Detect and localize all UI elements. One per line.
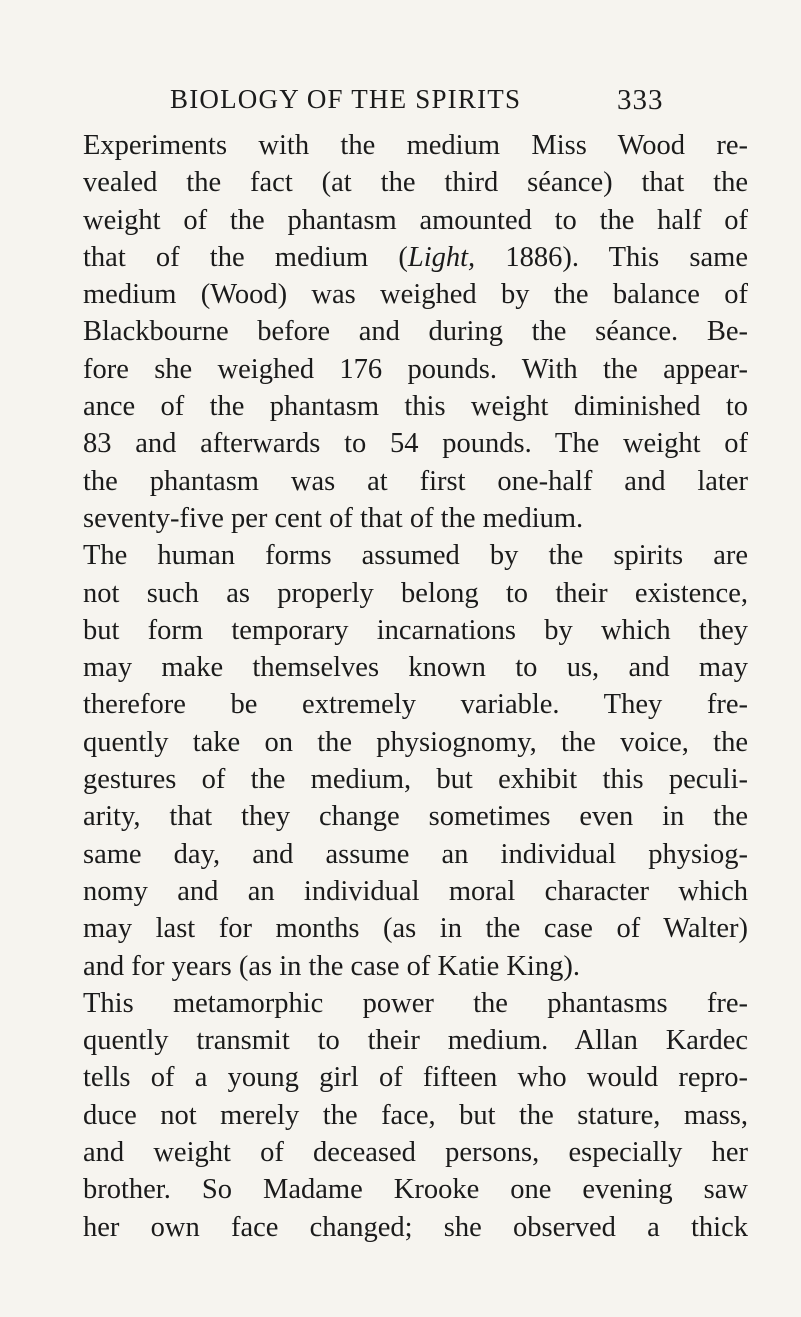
- text-line: Blackbourne before and during the séance. Be-: [83, 316, 748, 348]
- text-span: that of the medium (: [83, 241, 408, 273]
- text-line: nomy and an individual moral character which: [83, 875, 748, 907]
- text-line: but form temporary incarnations by which they: [83, 614, 748, 646]
- text-line: 83 and afterwards to 54 pounds. The weight of: [83, 428, 748, 460]
- text-line: not such as properly belong to their existence,: [83, 577, 748, 609]
- text-line-with-italic: [83, 239, 748, 276]
- text-line: The human forms assumed by the spirits are: [83, 540, 748, 572]
- text-line: brother. So Madame Krooke one evening saw: [83, 1174, 748, 1206]
- text-line: therefore be extremely variable. They fre-: [83, 689, 748, 721]
- text-line: and for years (as in the case of Katie King).: [83, 950, 580, 982]
- text-line: duce not merely the face, but the stature, mass,: [83, 1099, 748, 1131]
- text-span: 1886). This same: [475, 241, 748, 273]
- text-line: may last for months (as in the case of Walter): [83, 913, 748, 945]
- text-line: arity, that they change sometimes even in the: [83, 801, 748, 833]
- page-number: 333: [617, 84, 664, 116]
- text-line: and weight of deceased persons, especially her: [83, 1137, 748, 1169]
- italic-title-light: Light,: [407, 241, 476, 273]
- text-line: medium (Wood) was weighed by the balance of: [83, 279, 748, 311]
- text-line: This metamorphic power the phantasms fre-: [83, 987, 748, 1019]
- text-line: ance of the phantasm this weight diminished to: [83, 391, 748, 423]
- text-line: gestures of the medium, but exhibit this peculi-: [83, 764, 748, 796]
- text-line: may make themselves known to us, and may: [83, 652, 748, 684]
- running-head: [0, 78, 801, 118]
- body-text: [83, 127, 748, 1246]
- text-line: quently take on the physiognomy, the voice, the: [83, 726, 748, 758]
- text-line: tells of a young girl of fifteen who would repro-: [83, 1062, 748, 1094]
- text-line: quently transmit to their medium. Allan Kardec: [83, 1025, 748, 1057]
- text-line: her own face changed; she observed a thick: [83, 1211, 748, 1243]
- text-line: same day, and assume an individual physiog-: [83, 838, 748, 870]
- text-line: seventy-five per cent of that of the medium.: [83, 502, 584, 534]
- text-line: weight of the phantasm amounted to the half of: [83, 204, 748, 236]
- text-line: fore she weighed 176 pounds. With the appear-: [83, 353, 748, 385]
- running-head-title: BIOLOGY OF THE SPIRITS: [170, 84, 522, 114]
- text-line: the phantasm was at first one-half and later: [83, 465, 748, 497]
- text-line: Experiments with the medium Miss Wood re-: [83, 130, 748, 161]
- text-line: vealed the fact (at the third séance) that the: [83, 167, 748, 199]
